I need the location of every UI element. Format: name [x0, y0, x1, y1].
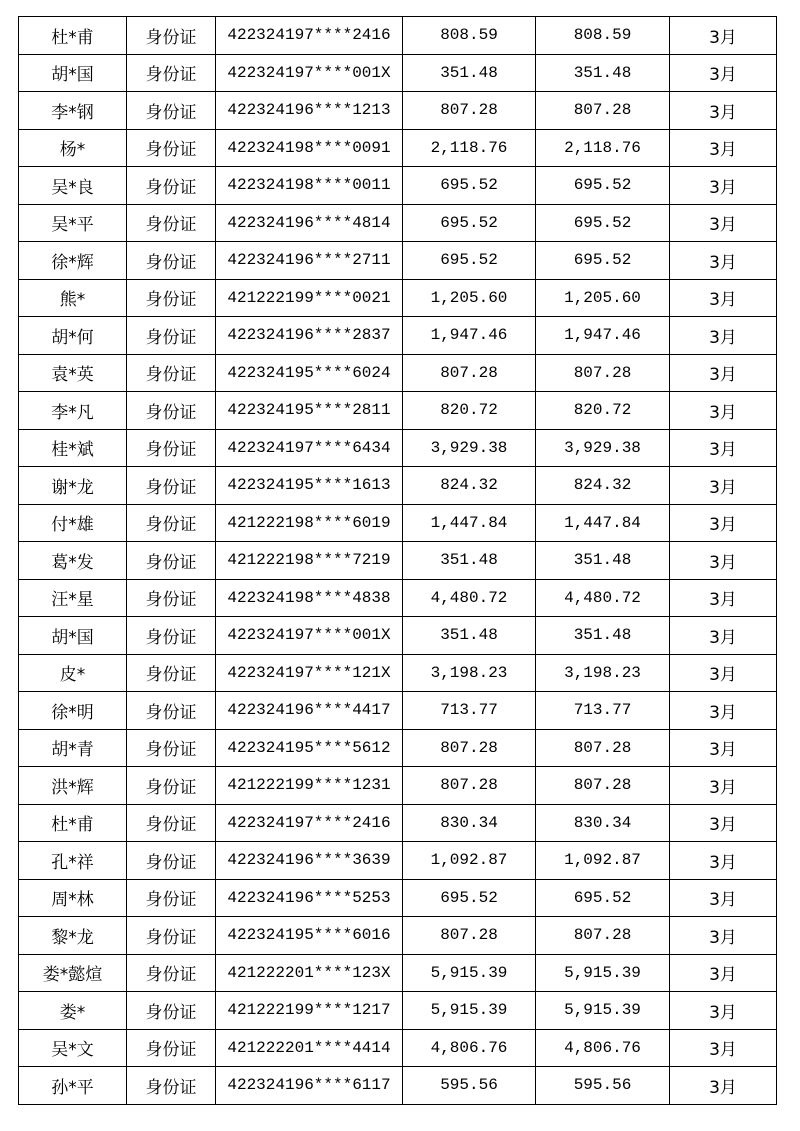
amount-cell: 807.28: [403, 729, 536, 767]
id-number-cell: 422324197****001X: [216, 617, 403, 655]
month-cell: 3月: [670, 992, 777, 1030]
name-cell: 徐*辉: [19, 242, 127, 280]
paid-amount-cell: 4,806.76: [536, 1029, 670, 1067]
table-row: [19, 654, 777, 692]
table-row: [19, 204, 777, 242]
paid-amount-cell: 1,447.84: [536, 504, 670, 542]
table-row: [19, 804, 777, 842]
table-row: [19, 767, 777, 805]
table-row: [19, 429, 777, 467]
id-number-cell: 422324196****6117: [216, 1067, 403, 1105]
paid-amount-cell: 807.28: [536, 92, 670, 130]
name-cell: 胡*国: [19, 54, 127, 92]
paid-amount-cell: 1,205.60: [536, 279, 670, 317]
name-cell: 吴*良: [19, 167, 127, 205]
amount-cell: 3,929.38: [403, 429, 536, 467]
id-type-cell: 身份证: [127, 954, 216, 992]
month-cell: 3月: [670, 917, 777, 955]
id-type-cell: 身份证: [127, 504, 216, 542]
amount-cell: 807.28: [403, 354, 536, 392]
paid-amount-cell: 1,947.46: [536, 317, 670, 355]
paid-amount-cell: 351.48: [536, 542, 670, 580]
id-type-cell: 身份证: [127, 842, 216, 880]
id-number-cell: 422324195****5612: [216, 729, 403, 767]
id-number-cell: 422324197****2416: [216, 17, 403, 55]
name-cell: 吴*文: [19, 1029, 127, 1067]
id-number-cell: 421222199****0021: [216, 279, 403, 317]
name-cell: 皮*: [19, 654, 127, 692]
amount-cell: 4,806.76: [403, 1029, 536, 1067]
month-cell: 3月: [670, 654, 777, 692]
id-number-cell: 421222201****4414: [216, 1029, 403, 1067]
amount-cell: 1,092.87: [403, 842, 536, 880]
paid-amount-cell: 808.59: [536, 17, 670, 55]
paid-amount-cell: 807.28: [536, 354, 670, 392]
month-cell: 3月: [670, 504, 777, 542]
name-cell: 娄*懿煊: [19, 954, 127, 992]
table-row: [19, 542, 777, 580]
id-type-cell: 身份证: [127, 467, 216, 505]
id-number-cell: 421222201****123X: [216, 954, 403, 992]
month-cell: 3月: [670, 729, 777, 767]
table-row: [19, 1067, 777, 1105]
table-row: [19, 279, 777, 317]
id-number-cell: 422324197****001X: [216, 54, 403, 92]
id-type-cell: 身份证: [127, 767, 216, 805]
month-cell: 3月: [670, 1067, 777, 1105]
id-number-cell: 422324195****1613: [216, 467, 403, 505]
table-row: [19, 917, 777, 955]
month-cell: 3月: [670, 429, 777, 467]
amount-cell: 1,947.46: [403, 317, 536, 355]
paid-amount-cell: 695.52: [536, 167, 670, 205]
name-cell: 黎*龙: [19, 917, 127, 955]
month-cell: 3月: [670, 17, 777, 55]
name-cell: 娄*: [19, 992, 127, 1030]
id-type-cell: 身份证: [127, 17, 216, 55]
amount-cell: 5,915.39: [403, 992, 536, 1030]
paid-amount-cell: 3,198.23: [536, 654, 670, 692]
amount-cell: 351.48: [403, 617, 536, 655]
table-row: [19, 167, 777, 205]
id-number-cell: 422324196****3639: [216, 842, 403, 880]
name-cell: 徐*明: [19, 692, 127, 730]
month-cell: 3月: [670, 1029, 777, 1067]
amount-cell: 824.32: [403, 467, 536, 505]
id-type-cell: 身份证: [127, 992, 216, 1030]
id-number-cell: 421222198****7219: [216, 542, 403, 580]
id-type-cell: 身份证: [127, 1067, 216, 1105]
amount-cell: 695.52: [403, 204, 536, 242]
name-cell: 胡*青: [19, 729, 127, 767]
month-cell: 3月: [670, 92, 777, 130]
amount-cell: 695.52: [403, 167, 536, 205]
id-type-cell: 身份证: [127, 429, 216, 467]
month-cell: 3月: [670, 617, 777, 655]
paid-amount-cell: 695.52: [536, 242, 670, 280]
month-cell: 3月: [670, 542, 777, 580]
id-type-cell: 身份证: [127, 54, 216, 92]
month-cell: 3月: [670, 804, 777, 842]
month-cell: 3月: [670, 954, 777, 992]
name-cell: 付*雄: [19, 504, 127, 542]
table-row: [19, 617, 777, 655]
name-cell: 杨*: [19, 129, 127, 167]
id-number-cell: 422324198****0091: [216, 129, 403, 167]
paid-amount-cell: 824.32: [536, 467, 670, 505]
paid-amount-cell: 695.52: [536, 879, 670, 917]
table-row: [19, 467, 777, 505]
amount-cell: 595.56: [403, 1067, 536, 1105]
month-cell: 3月: [670, 467, 777, 505]
month-cell: 3月: [670, 354, 777, 392]
paid-amount-cell: 830.34: [536, 804, 670, 842]
table-row: [19, 17, 777, 55]
id-number-cell: 422324196****4814: [216, 204, 403, 242]
id-type-cell: 身份证: [127, 542, 216, 580]
table-row: [19, 842, 777, 880]
id-type-cell: 身份证: [127, 317, 216, 355]
paid-amount-cell: 807.28: [536, 767, 670, 805]
amount-cell: 695.52: [403, 242, 536, 280]
paid-amount-cell: 351.48: [536, 617, 670, 655]
month-cell: 3月: [670, 317, 777, 355]
paid-amount-cell: 5,915.39: [536, 992, 670, 1030]
id-type-cell: 身份证: [127, 729, 216, 767]
amount-cell: 807.28: [403, 92, 536, 130]
table-row: [19, 354, 777, 392]
paid-amount-cell: 4,480.72: [536, 579, 670, 617]
name-cell: 熊*: [19, 279, 127, 317]
month-cell: 3月: [670, 879, 777, 917]
id-type-cell: 身份证: [127, 92, 216, 130]
paid-amount-cell: 595.56: [536, 1067, 670, 1105]
month-cell: 3月: [670, 167, 777, 205]
id-number-cell: 422324197****121X: [216, 654, 403, 692]
table-row: [19, 692, 777, 730]
name-cell: 胡*何: [19, 317, 127, 355]
month-cell: 3月: [670, 54, 777, 92]
id-type-cell: 身份证: [127, 579, 216, 617]
id-number-cell: 421222199****1231: [216, 767, 403, 805]
name-cell: 袁*英: [19, 354, 127, 392]
month-cell: 3月: [670, 242, 777, 280]
id-type-cell: 身份证: [127, 804, 216, 842]
month-cell: 3月: [670, 204, 777, 242]
id-number-cell: 422324198****4838: [216, 579, 403, 617]
amount-cell: 3,198.23: [403, 654, 536, 692]
amount-cell: 820.72: [403, 392, 536, 430]
name-cell: 李*钢: [19, 92, 127, 130]
month-cell: 3月: [670, 842, 777, 880]
name-cell: 吴*平: [19, 204, 127, 242]
paid-amount-cell: 2,118.76: [536, 129, 670, 167]
name-cell: 杜*甫: [19, 804, 127, 842]
id-type-cell: 身份证: [127, 242, 216, 280]
amount-cell: 4,480.72: [403, 579, 536, 617]
name-cell: 杜*甫: [19, 17, 127, 55]
amount-cell: 808.59: [403, 17, 536, 55]
name-cell: 胡*国: [19, 617, 127, 655]
paid-amount-cell: 820.72: [536, 392, 670, 430]
month-cell: 3月: [670, 279, 777, 317]
amount-cell: 351.48: [403, 54, 536, 92]
name-cell: 桂*斌: [19, 429, 127, 467]
id-number-cell: 421222199****1217: [216, 992, 403, 1030]
id-number-cell: 422324196****4417: [216, 692, 403, 730]
amount-cell: 807.28: [403, 767, 536, 805]
table-row: [19, 92, 777, 130]
paid-amount-cell: 695.52: [536, 204, 670, 242]
id-number-cell: 422324195****6016: [216, 917, 403, 955]
paid-amount-cell: 3,929.38: [536, 429, 670, 467]
name-cell: 孔*祥: [19, 842, 127, 880]
paid-amount-cell: 351.48: [536, 54, 670, 92]
id-type-cell: 身份证: [127, 354, 216, 392]
paid-amount-cell: 1,092.87: [536, 842, 670, 880]
month-cell: 3月: [670, 129, 777, 167]
id-number-cell: 422324196****2837: [216, 317, 403, 355]
name-cell: 孙*平: [19, 1067, 127, 1105]
amount-cell: 2,118.76: [403, 129, 536, 167]
amount-cell: 807.28: [403, 917, 536, 955]
table-row: [19, 129, 777, 167]
paid-amount-cell: 713.77: [536, 692, 670, 730]
id-number-cell: 422324198****0011: [216, 167, 403, 205]
id-number-cell: 422324197****6434: [216, 429, 403, 467]
name-cell: 周*林: [19, 879, 127, 917]
id-type-cell: 身份证: [127, 129, 216, 167]
amount-cell: 713.77: [403, 692, 536, 730]
id-type-cell: 身份证: [127, 654, 216, 692]
id-type-cell: 身份证: [127, 692, 216, 730]
month-cell: 3月: [670, 392, 777, 430]
month-cell: 3月: [670, 767, 777, 805]
table-row: [19, 54, 777, 92]
id-type-cell: 身份证: [127, 204, 216, 242]
table-row: [19, 992, 777, 1030]
table-row: [19, 317, 777, 355]
id-type-cell: 身份证: [127, 879, 216, 917]
id-number-cell: 422324195****2811: [216, 392, 403, 430]
amount-cell: 1,205.60: [403, 279, 536, 317]
table-row: [19, 1029, 777, 1067]
id-number-cell: 422324196****1213: [216, 92, 403, 130]
amount-cell: 830.34: [403, 804, 536, 842]
id-number-cell: 421222198****6019: [216, 504, 403, 542]
amount-cell: 1,447.84: [403, 504, 536, 542]
id-number-cell: 422324196****5253: [216, 879, 403, 917]
id-type-cell: 身份证: [127, 917, 216, 955]
name-cell: 洪*辉: [19, 767, 127, 805]
table-row: [19, 504, 777, 542]
id-number-cell: 422324197****2416: [216, 804, 403, 842]
id-type-cell: 身份证: [127, 392, 216, 430]
payment-table-body: [19, 17, 777, 1105]
id-type-cell: 身份证: [127, 167, 216, 205]
month-cell: 3月: [670, 692, 777, 730]
id-type-cell: 身份证: [127, 1029, 216, 1067]
name-cell: 汪*星: [19, 579, 127, 617]
id-number-cell: 422324196****2711: [216, 242, 403, 280]
month-cell: 3月: [670, 579, 777, 617]
table-row: [19, 579, 777, 617]
amount-cell: 5,915.39: [403, 954, 536, 992]
name-cell: 葛*发: [19, 542, 127, 580]
table-row: [19, 879, 777, 917]
name-cell: 李*凡: [19, 392, 127, 430]
paid-amount-cell: 807.28: [536, 729, 670, 767]
amount-cell: 351.48: [403, 542, 536, 580]
amount-cell: 695.52: [403, 879, 536, 917]
table-row: [19, 392, 777, 430]
payment-table: [18, 16, 777, 1105]
paid-amount-cell: 807.28: [536, 917, 670, 955]
table-row: [19, 729, 777, 767]
id-number-cell: 422324195****6024: [216, 354, 403, 392]
id-type-cell: 身份证: [127, 279, 216, 317]
name-cell: 谢*龙: [19, 467, 127, 505]
table-row: [19, 954, 777, 992]
id-type-cell: 身份证: [127, 617, 216, 655]
table-row: [19, 242, 777, 280]
paid-amount-cell: 5,915.39: [536, 954, 670, 992]
